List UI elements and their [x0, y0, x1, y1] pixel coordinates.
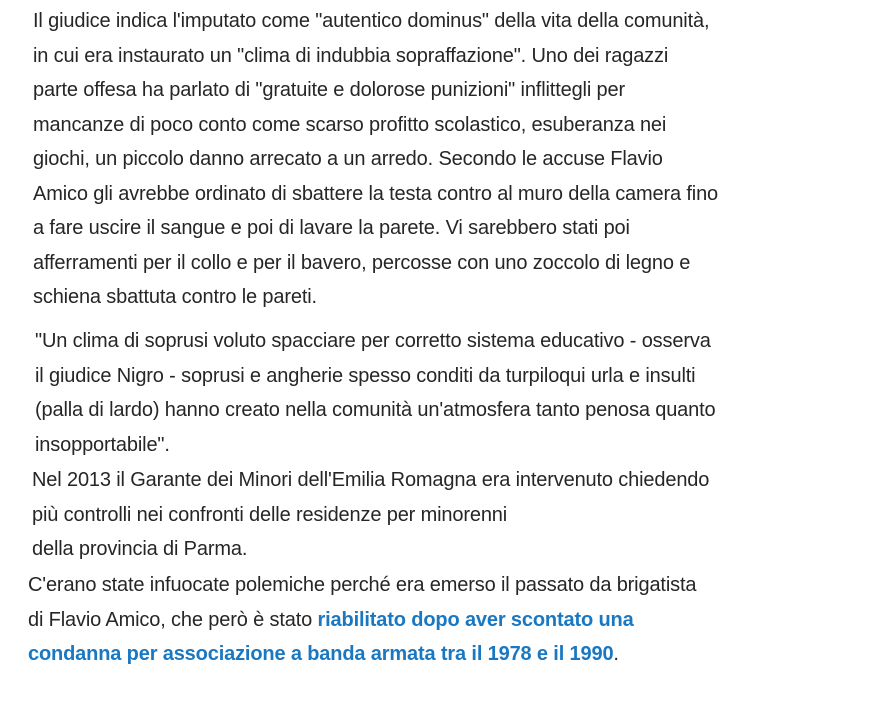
text-line: Amico gli avrebbe ordinato di sbattere la testa contro al muro della camera fino	[33, 182, 719, 205]
rehabilitation-link-continued[interactable]: condanna per associazione a banda armata tra il 1978 e il 1990	[28, 643, 614, 665]
text-line: parte offesa ha parlato di "gratuite e dolorose punizioni" inflittegli per	[33, 79, 625, 101]
rehabilitation-link[interactable]: riabilitato dopo aver scontato una	[317, 608, 634, 631]
text-segment: .	[613, 643, 619, 665]
paragraph-garante-minori	[32, 463, 709, 567]
paragraph-polemiche	[28, 568, 696, 672]
text-line-with-link	[28, 637, 696, 672]
text-line: della provincia di Parma.	[32, 538, 248, 560]
text-line: a fare uscire il sangue e poi di lavare la parete. Vi sarebbero stati poi	[33, 217, 630, 239]
paragraph-judge-dominus	[33, 4, 718, 315]
text-line: insopportabile".	[35, 433, 170, 456]
text-line: schiena sbattuta contro le pareti.	[33, 286, 317, 308]
text-line-with-link	[28, 603, 696, 638]
text-line: mancanze di poco conto come scarso profitto scolastico, esuberanza nei	[33, 113, 667, 136]
text-line: afferramenti per il collo e per il bavero, percosse con uno zoccolo di legno e	[33, 251, 691, 274]
text-line: in cui era instaurato un "clima di indubbia sopraffazione". Uno dei ragazzi	[33, 44, 669, 67]
text-line: (palla di lardo) hanno creato nella comunità un'atmosfera tanto penosa quanto	[35, 399, 716, 421]
text-line: più controlli nei confronti delle residenze per minorenni	[32, 503, 508, 526]
text-line: Il giudice indica l'imputato come "autentico dominus" della vita della comunità,	[33, 10, 710, 32]
text-line: Nel 2013 il Garante dei Minori dell'Emilia Romagna era intervenuto chiedendo	[32, 469, 710, 491]
text-line: giochi, un piccolo danno arrecato a un arredo. Secondo le accuse Flavio	[33, 148, 663, 170]
text-line: il giudice Nigro - soprusi e angherie spesso conditi da turpiloqui urla e insulti	[35, 364, 696, 387]
text-line: "Un clima di soprusi voluto spacciare per corretto sistema educativo - osserva	[35, 330, 711, 352]
text-line: C'erano state infuocate polemiche perché era emerso il passato da brigatista	[28, 574, 697, 596]
paragraph-quote-nigro	[35, 324, 716, 462]
text-segment: di Flavio Amico, che però è stato	[28, 608, 318, 631]
